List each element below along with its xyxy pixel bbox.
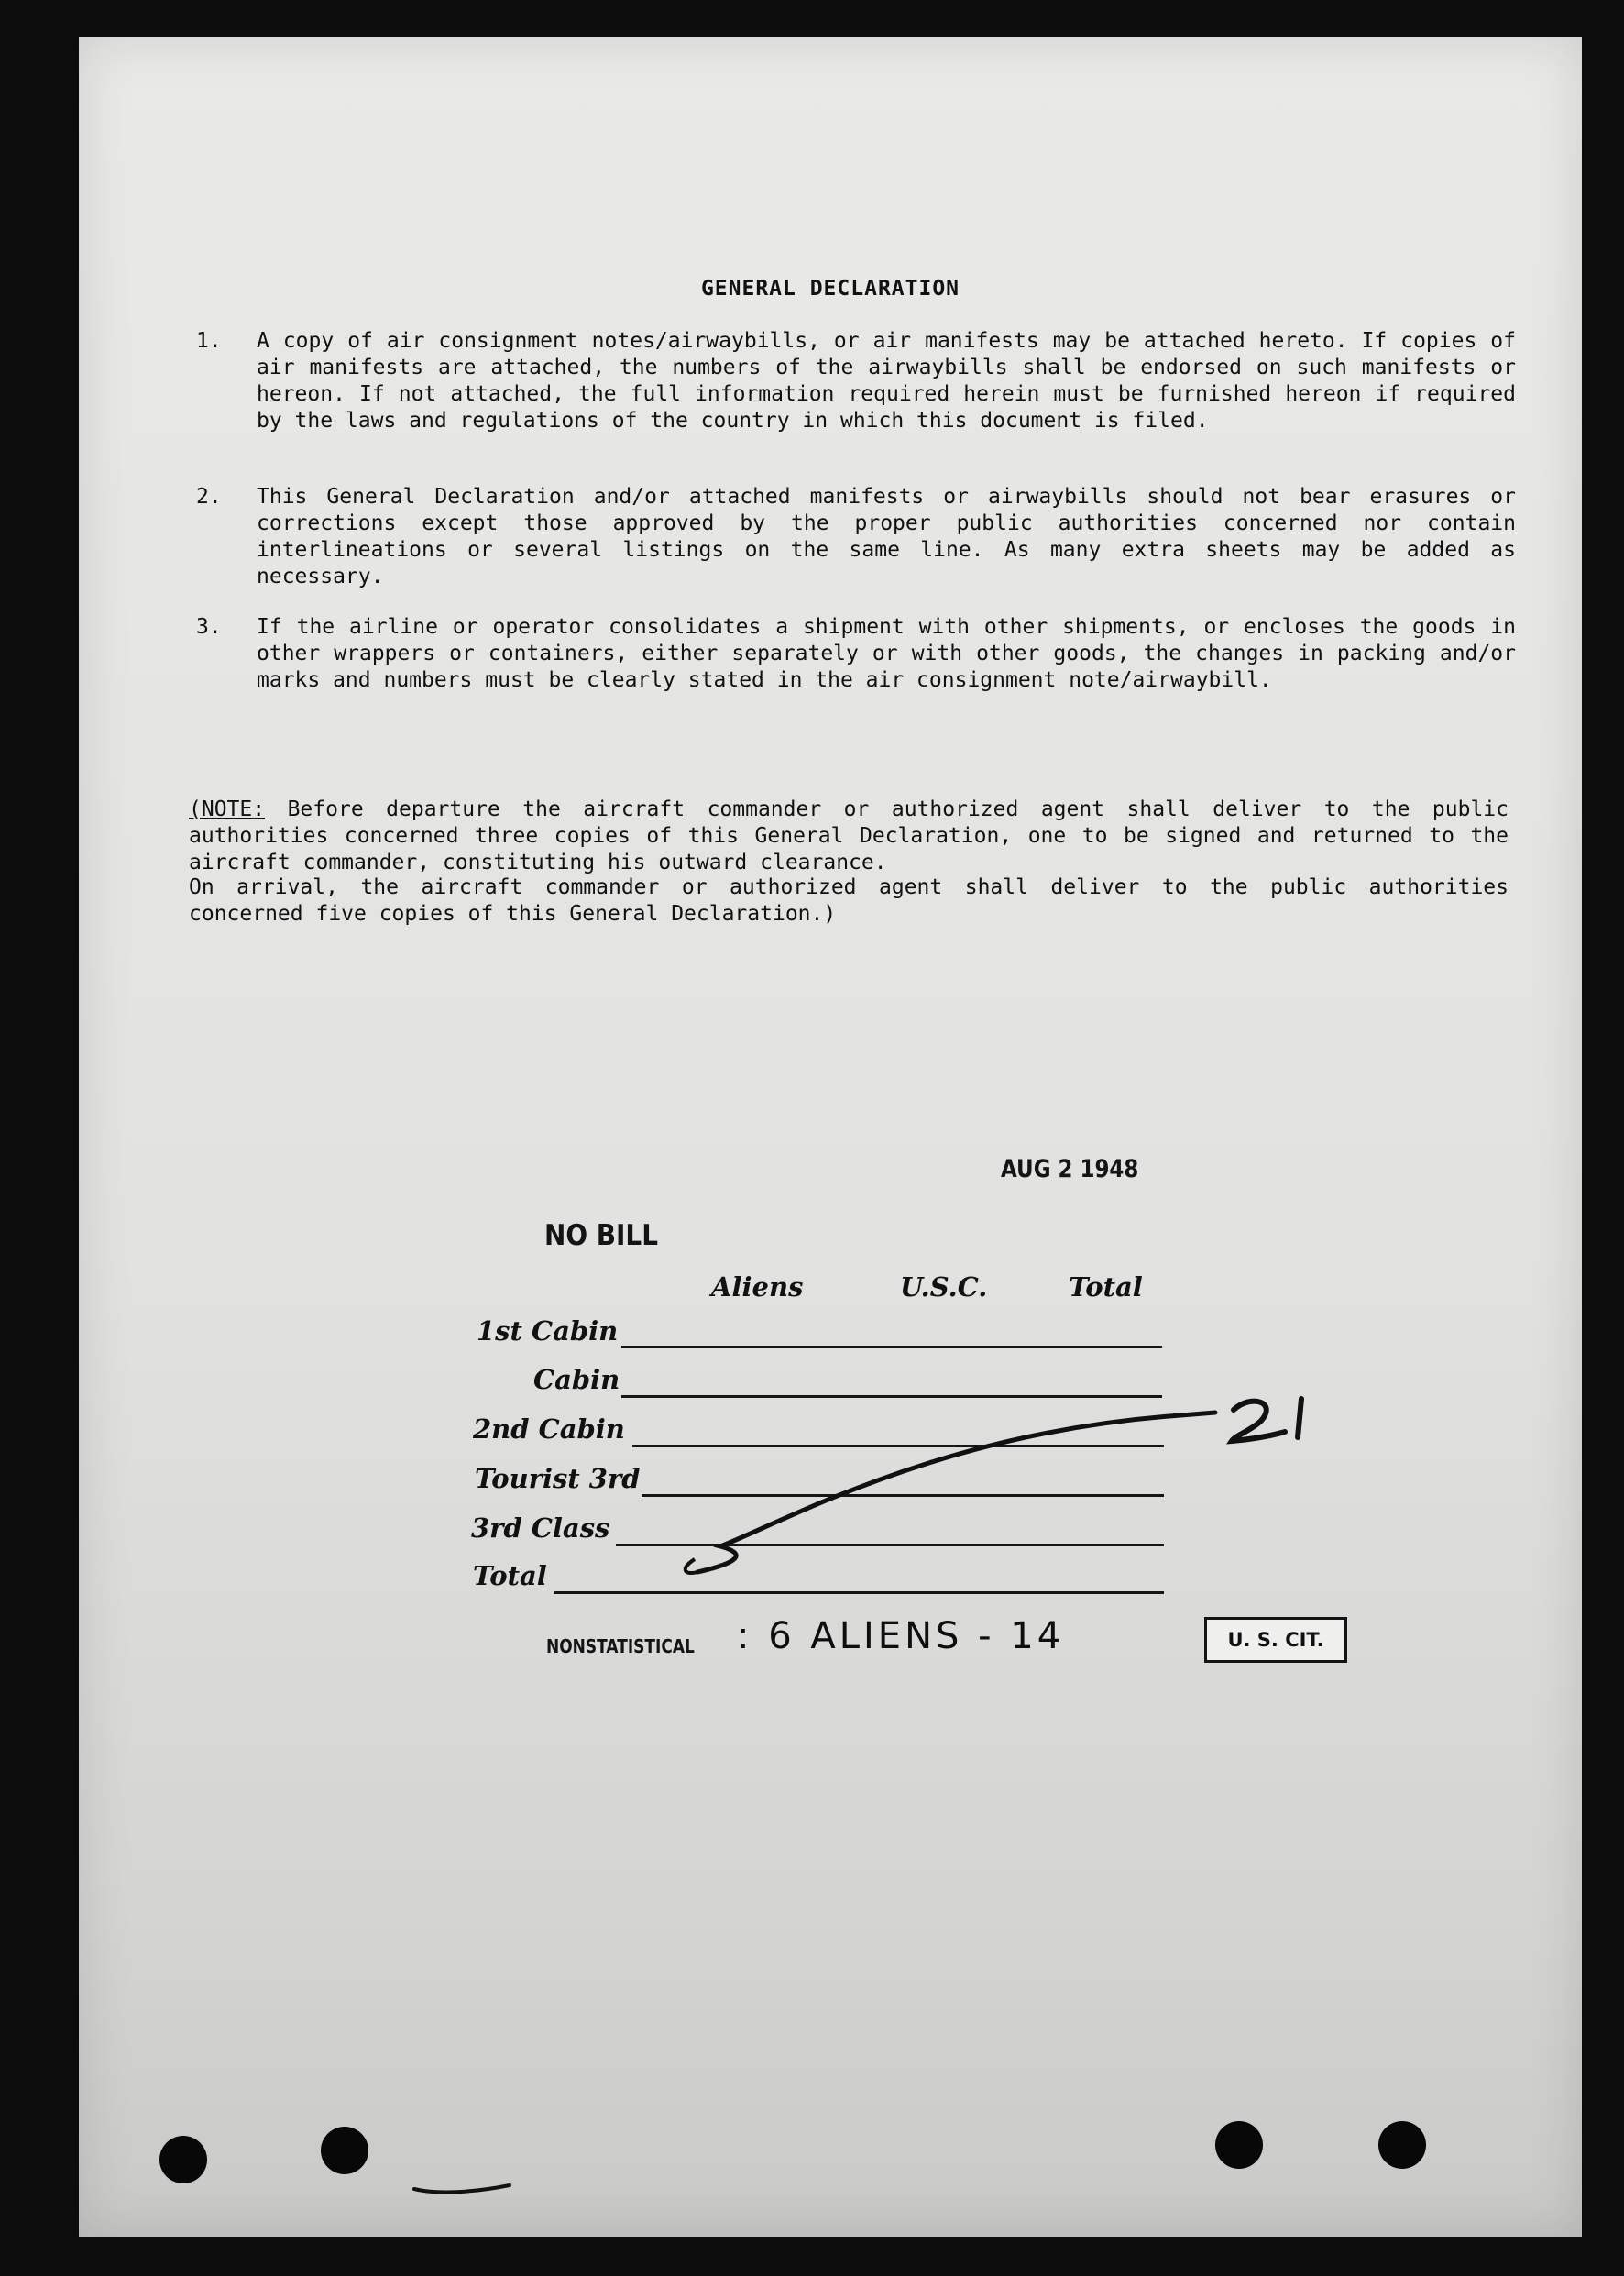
column-total: Total bbox=[1069, 1271, 1143, 1303]
note-text: Before departure the aircraft commander or authorized agent shall deliver to the public authorities concerned three copies of this General Declaration, one to be signed and returned to the aircraft commander, constituting his outward clearance. bbox=[189, 797, 1509, 874]
note-departure bbox=[189, 770, 1509, 876]
item-number: 3. bbox=[196, 615, 222, 639]
nonstatistical-stamp: NONSTATISTICAL bbox=[546, 1635, 695, 1657]
column-aliens: Aliens bbox=[711, 1271, 804, 1303]
no-bill-stamp: NO BILL bbox=[544, 1219, 658, 1252]
item-number: 2. bbox=[196, 485, 222, 509]
page-title: GENERAL DECLARATION bbox=[700, 277, 960, 301]
list-item bbox=[196, 328, 1516, 466]
item-text: A copy of air consignment notes/airwaybills, or air manifests may be attached hereto. If copies of air manifests are attached, the numbers of the airwaybills shall be endorsed on such manifests or hereon. If not attached, the full information required herein must be furnished hereon if required by the laws and regulations of the country in which this document is filed. bbox=[257, 329, 1516, 433]
item-number: 1. bbox=[196, 329, 222, 353]
bleed-through-text bbox=[354, 128, 366, 151]
item-text: This General Declaration and/or attached manifests or airwaybills should not bear erasures or corrections except those approved by the proper public authorities concerned nor contain interlineations or several listings on the same line. As many extra sheets may be added as necessary. bbox=[257, 485, 1516, 588]
row-label-3rd-class: 3rd Class bbox=[471, 1512, 610, 1544]
note-label: (NOTE: bbox=[189, 797, 266, 821]
row-rule bbox=[621, 1346, 1162, 1348]
row-label-tourist-3rd: Tourist 3rd bbox=[475, 1463, 641, 1494]
date-stamp: AUG 2 1948 bbox=[1001, 1155, 1139, 1183]
list-item bbox=[196, 484, 1516, 594]
document-page bbox=[79, 37, 1582, 2237]
handwritten-strike bbox=[592, 1380, 1289, 1600]
punch-hole bbox=[159, 2136, 207, 2183]
row-label-2nd-cabin: 2nd Cabin bbox=[473, 1413, 625, 1445]
punch-hole bbox=[1378, 2121, 1426, 2169]
handwritten-aliens-note: : 6 ALIENS - 14 bbox=[737, 1615, 1065, 1657]
list-item bbox=[196, 614, 1516, 724]
column-usc: U.S.C. bbox=[900, 1271, 988, 1303]
us-cit-stamp: U. S. CIT. bbox=[1204, 1617, 1347, 1663]
row-label-cabin: Cabin bbox=[533, 1364, 620, 1395]
punch-hole bbox=[1215, 2121, 1263, 2169]
row-label-total: Total bbox=[473, 1560, 547, 1591]
handwritten-dash bbox=[409, 2172, 519, 2200]
row-label-1st-cabin: 1st Cabin bbox=[477, 1315, 619, 1347]
punch-hole bbox=[321, 2127, 368, 2174]
item-text: If the airline or operator consolidates a shipment with other shipments, or encloses the goods in other wrappers or containers, either separately or with other goods, the changes in packing and/or marks and numbers must be clearly stated in the air consignment note/airwaybill. bbox=[257, 615, 1516, 692]
note-arrival: On arrival, the aircraft commander or authorized agent shall deliver to the public authorities concerned five copies of this General Declaration.) bbox=[189, 875, 1509, 926]
margin-handwriting bbox=[1224, 1393, 1316, 1457]
